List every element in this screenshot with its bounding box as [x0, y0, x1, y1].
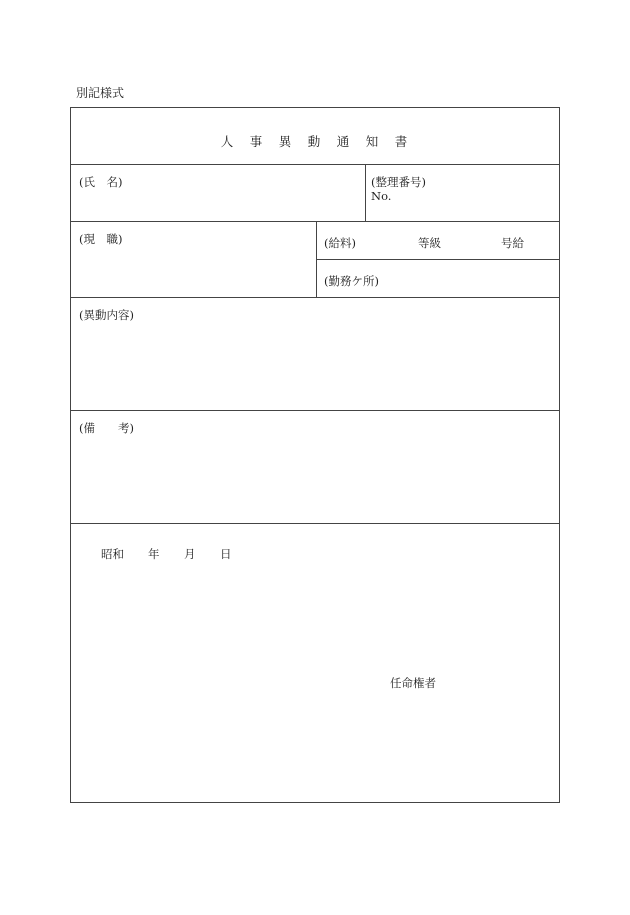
step-label: 号給: [501, 236, 524, 250]
grade-label: 等級: [418, 236, 441, 250]
salary-label: (給料): [324, 236, 356, 250]
title-row: [71, 108, 559, 165]
workplace-field[interactable]: [317, 260, 559, 297]
signature-section: [71, 524, 559, 803]
serial-field[interactable]: [366, 165, 559, 221]
appointer-label: 任命権者: [390, 676, 436, 690]
date-day: 日: [220, 547, 232, 561]
date-era: 昭和: [101, 547, 124, 561]
current-position-field[interactable]: [71, 222, 316, 297]
name-field[interactable]: [71, 165, 365, 221]
personnel-notice-form: [70, 107, 560, 803]
serial-no-label: No.: [371, 189, 392, 203]
date-year: 年: [148, 547, 160, 561]
name-label: (氏 名): [79, 175, 123, 189]
current-position-label: (現 職): [79, 232, 123, 246]
form-title: 人 事 異 動 通 知 書: [220, 134, 410, 149]
form-style-note: 別記様式: [76, 86, 125, 100]
name-row: [71, 165, 559, 222]
transfer-details-label: (異動内容): [79, 308, 134, 322]
position-row: [71, 222, 559, 298]
remarks-row[interactable]: [71, 411, 559, 524]
salary-field[interactable]: [317, 222, 559, 260]
workplace-label: (勤務ケ所): [324, 274, 379, 288]
serial-label: (整理番号): [371, 175, 426, 189]
remarks-label: (備 考): [79, 421, 134, 435]
transfer-details-row[interactable]: [71, 298, 559, 411]
date-month: 月: [184, 547, 196, 561]
